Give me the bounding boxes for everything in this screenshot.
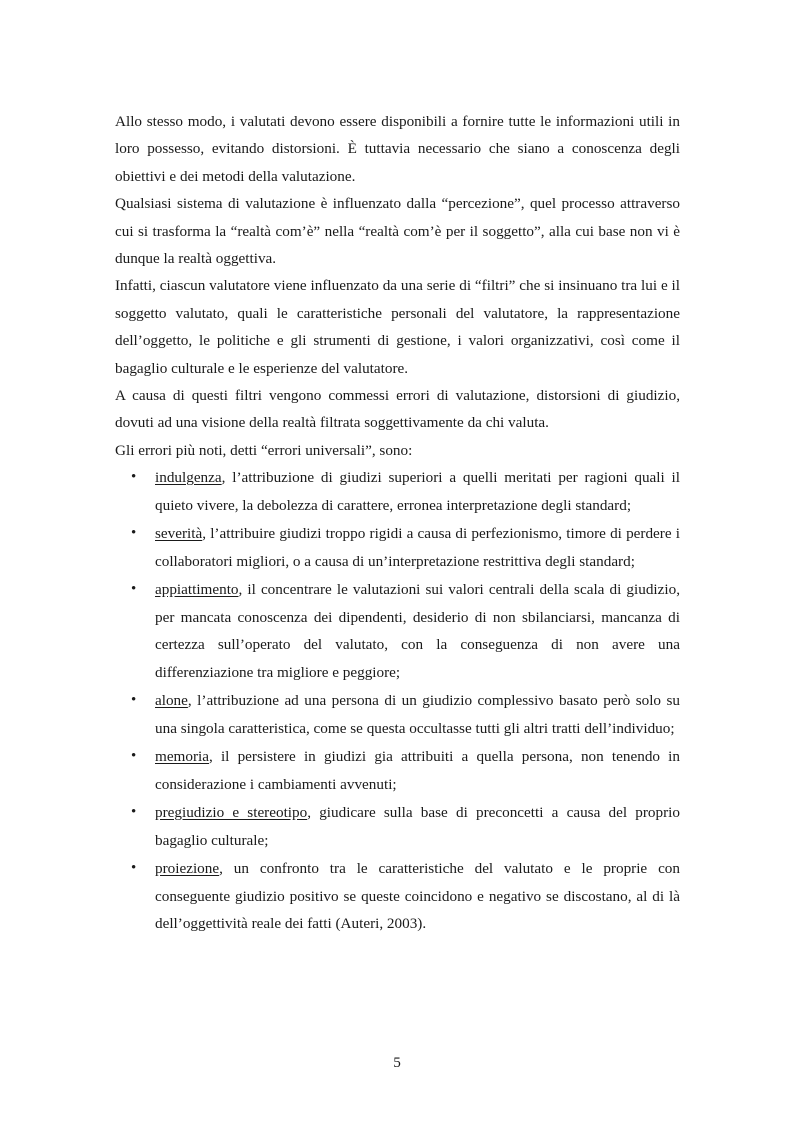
term-appiattimento: appiattimento	[155, 581, 239, 599]
bullet-icon: •	[131, 748, 137, 765]
description-memoria: , il persistere in giudizi gia attribuiti a quella persona, non tenendo in considerazione i cambiamenti avvenuti;	[155, 748, 680, 793]
term-indulgenza: indulgenza	[155, 469, 222, 487]
description-appiattimento: , il concentrare le valutazioni sui valori centrali della scala di giudizio, per mancata conoscenza dei dipendenti, desiderio di non sbilanciarsi, mancanza di certezza sull’operato del valutato, con la conseguenza di non avere una differenziazione tra migliore e peggiore;	[155, 581, 680, 681]
page-body	[115, 108, 680, 939]
description-indulgenza: , l’attribuzione di giudizi superiori a quelli meritati per ragioni quali il quieto vivere, la debolezza di carattere, erronea interpretazione degli standard;	[155, 469, 680, 514]
term-severita: severità	[155, 525, 203, 543]
list-item-proiezione	[115, 855, 680, 937]
description-proiezione: , un confronto tra le caratteristiche del valutato e le proprie con conseguente giudizio positivo se queste coincidono e negativo se discostano, al di là dell’oggettività reale dei fatti (Auteri, 2003).	[155, 860, 680, 932]
list-item-severita	[115, 520, 680, 575]
term-alone: alone	[155, 692, 188, 710]
paragraph-filtri: Infatti, ciascun valutatore viene influenzato da una serie di “filtri” che si insinuano tra lui e il soggetto valutato, quali le caratteristiche personali del valutatore, la rappresentazione dell’oggetto, le politiche e gli strumenti di gestione, i valori organizzativi, così come il bagaglio culturale e le esperienze del valutatore.	[115, 277, 680, 377]
list-item-appiattimento	[115, 576, 680, 686]
page-number: 5	[393, 1054, 401, 1071]
paragraph-errori-universali-intro: Gli errori più noti, detti “errori universali”, sono:	[115, 441, 413, 459]
list-item-indulgenza	[115, 464, 680, 519]
bullet-icon: •	[131, 525, 137, 542]
term-pregiudizio: pregiudizio e stereotipo	[155, 804, 308, 822]
paragraph-valutati: Allo stesso modo, i valutati devono essere disponibili a fornire tutte le informazioni utili in loro possesso, evitando distorsioni. È tuttavia necessario che siano a conoscenza degli obiettivi e dei metodi della valutazione.	[115, 113, 680, 185]
bullet-icon: •	[131, 804, 137, 821]
bullet-icon: •	[131, 581, 137, 598]
paragraph-percezione: Qualsiasi sistema di valutazione è influenzato dalla “percezione”, quel processo attraverso cui si trasforma la “realtà com’è” nella “realtà com’è per il soggetto”, alla cui base non vi è dunque la realtà oggettiva.	[115, 195, 680, 268]
description-severita: , l’attribuire giudizi troppo rigidi a causa di perfezionismo, timore di perdere i collaboratori migliori, o a causa di un’interpretazione restrittiva degli standard;	[155, 525, 680, 570]
list-item-pregiudizio	[115, 799, 680, 854]
bullet-icon: •	[131, 692, 137, 709]
paragraph-errori: A causa di questi filtri vengono commessi errori di valutazione, distorsioni di giudizio, dovuti ad una visione della realtà filtrata soggettivamente da chi valuta.	[115, 387, 680, 432]
list-item-alone	[115, 687, 680, 742]
term-proiezione: proiezione	[155, 860, 220, 878]
description-alone: , l’attribuzione ad una persona di un giudizio complessivo basato però solo su una singola caratteristica, come se questa occultasse tutti gli altri tratti dell’individuo;	[155, 692, 680, 737]
description-pregiudizio: , giudicare sulla base di preconcetti a causa del proprio bagaglio culturale;	[155, 804, 680, 849]
term-memoria: memoria	[155, 748, 209, 766]
bullet-icon: •	[131, 860, 137, 877]
bullet-icon: •	[131, 469, 137, 486]
list-item-memoria	[115, 743, 680, 798]
errori-universali-list	[115, 464, 680, 937]
